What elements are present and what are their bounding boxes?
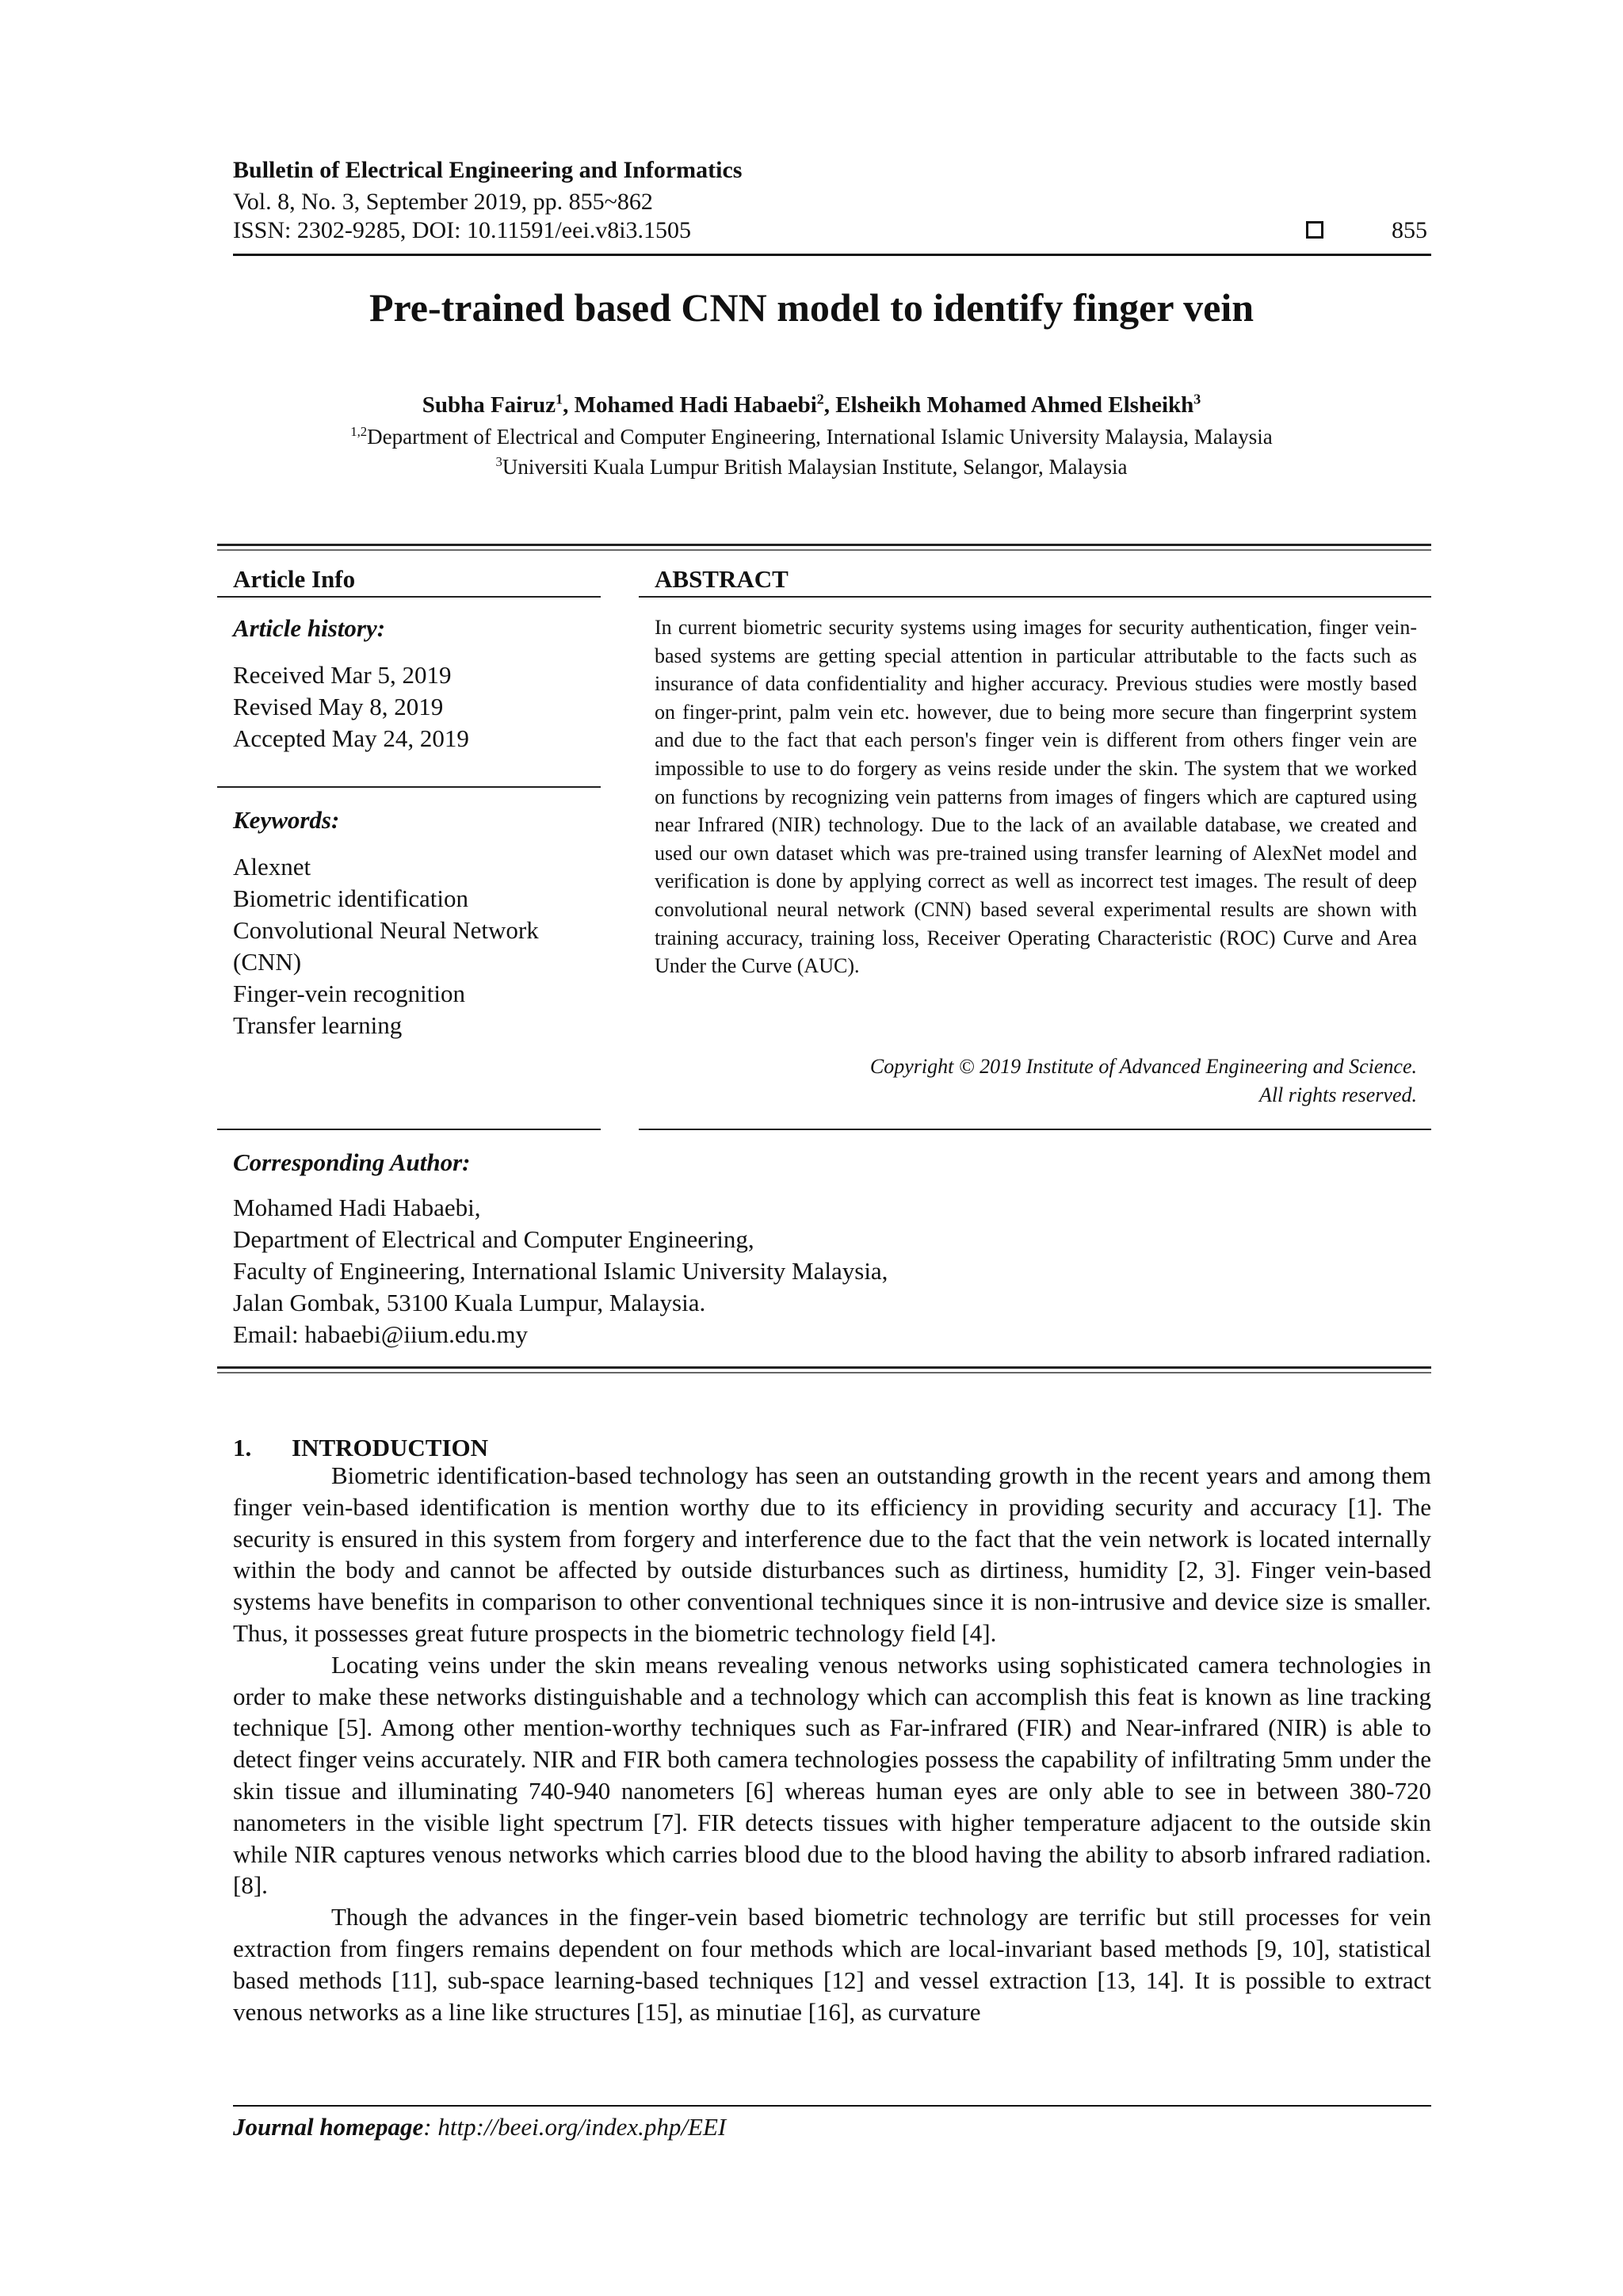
journal-volume: Vol. 8, No. 3, September 2019, pp. 855~862 <box>233 189 653 215</box>
abstract-heading: ABSTRACT <box>655 565 789 593</box>
keyword-item: Biometric identification <box>233 884 468 912</box>
keywords-heading: Keywords: <box>233 806 340 834</box>
author-name: Subha Fairuz <box>422 392 556 418</box>
author-superscript: 2 <box>816 391 824 407</box>
affiliation <box>0 453 1623 480</box>
copyright-line: All rights reserved. <box>1258 1083 1417 1106</box>
affiliation-superscript: 1,2 <box>350 424 368 439</box>
author-name: Mohamed Hadi Habaebi <box>574 392 817 418</box>
article-info-heading: Article Info <box>233 565 356 593</box>
square-bullet-icon <box>1306 221 1323 239</box>
footer-rule <box>233 2105 1431 2107</box>
info-box-top-rule <box>217 544 1431 551</box>
keyword-item: Convolutional Neural Network <box>233 916 539 944</box>
affiliation-superscript: 3 <box>495 454 502 469</box>
author-superscript: 3 <box>1193 391 1201 407</box>
copyright-line: Copyright © 2019 Institute of Advanced Engineering and Science. <box>869 1055 1417 1078</box>
keyword-item: (CNN) <box>233 948 302 976</box>
keyword-item: Alexnet <box>233 853 311 881</box>
journal-homepage-link[interactable]: http://beei.org/index.php/EEI <box>437 2113 727 2141</box>
journal-homepage <box>233 2111 726 2143</box>
paragraph: Though the advances in the finger-vein based biometric technology are terrific but still processes for vein extraction from fingers remains dependent on four methods which are local-invariant based methods [9, 10], statistical based methods [11], sub-space learning-based techniques [12] and vessel extraction [13, 14]. It is possible to extract venous networks as a line like structures [15], as minutiae [16], as curvature <box>233 1903 1431 2026</box>
page-number: 855 <box>1392 217 1427 243</box>
author-separator: , <box>823 392 836 418</box>
copyright-notice <box>655 1052 1417 1110</box>
keywords-rule <box>217 786 601 788</box>
left-column-bottom-rule <box>217 1129 601 1130</box>
journal-name: Bulletin of Electrical Engineering and Informatics <box>233 157 743 183</box>
corresponding-author-details <box>233 1192 888 1350</box>
author-detail-line: Jalan Gombak, 53100 Kuala Lumpur, Malaysia. <box>233 1289 706 1316</box>
header-rule <box>233 254 1431 256</box>
author-list <box>0 390 1623 420</box>
abstract-rule <box>639 596 1431 598</box>
received-date: Received Mar 5, 2019 <box>233 661 452 689</box>
section-number: 1. <box>233 1434 252 1461</box>
paragraph: Biometric identification-based technology has seen an outstanding growth in the recent years and among them finger vein-based identification is mention worthy due to its efficiency in providing security and accuracy [1]. The security is ensured in this system from forgery and interference due to the fact that the vein network is located internally within the body and cannot be affected by outside disturbances such as dirtiness, humidity [2, 3]. Finger vein-based systems have benefits in comparison to other conventional techniques since it is non-intrusive and device size is smaller. Thus, it possesses great future prospects in the biometric technology field [4]. <box>233 1461 1431 1647</box>
section-heading <box>233 1433 488 1463</box>
introduction-body <box>233 1460 1431 2027</box>
article-info-rule <box>217 596 601 598</box>
author-detail-line: Department of Electrical and Computer Engineering, <box>233 1225 754 1253</box>
section-title: INTRODUCTION <box>292 1434 489 1461</box>
accepted-date: Accepted May 24, 2019 <box>233 724 469 752</box>
corresponding-author-heading: Corresponding Author: <box>233 1148 471 1176</box>
keyword-item: Transfer learning <box>233 1011 403 1039</box>
revised-date: Revised May 8, 2019 <box>233 693 444 720</box>
journal-issn-doi: ISSN: 2302-9285, DOI: 10.11591/eei.v8i3.1505 <box>233 217 692 243</box>
paragraph: Locating veins under the skin means revealing venous networks using sophisticated camera technologies in order to make these networks distinguishable and a technology which can accomplish this feat is known as line tracking technique [5]. Among other mention-worthy techniques such as Far-infrared (FIR) and Near-infrared (NIR) is able to detect finger veins accurately. NIR and FIR both camera technologies possess the capability of infiltrating 5mm under the skin tissue and illuminating 740-940 nanometers [6] whereas human eyes are only able to see in between 380-720 nanometers in the visible light spectrum [7]. FIR detects tissues with higher temperature adjacent to the outside skin while NIR captures venous networks which carries blood due to the blood having the ability to absorb infrared radiation. [8]. <box>233 1650 1431 1900</box>
author-separator: , <box>563 392 575 418</box>
author-email: Email: habaebi@iium.edu.my <box>233 1320 529 1348</box>
keyword-item: Finger-vein recognition <box>233 980 465 1007</box>
journal-homepage-label: Journal homepage <box>233 2113 424 2141</box>
author-detail-line: Faculty of Engineering, International Islamic University Malaysia, <box>233 1257 888 1285</box>
abstract-bottom-rule <box>639 1129 1431 1130</box>
affiliation-text: Department of Electrical and Computer Engineering, International Islamic University Malaysia, Malaysia <box>367 425 1273 449</box>
author-detail-line: Mohamed Hadi Habaebi, <box>233 1194 481 1221</box>
abstract-text: In current biometric security systems using images for security authentication, finger vein-based systems are getting special attention in particular attributable to the facts such as insurance of data confidentiality and higher accuracy. Previous studies were mostly based on finger-print, palm vein etc. however, due to being more secure than fingerprint system and due to the fact that each person's finger vein is different from others finger vein are impossible to use to do forgery as veins reside under the skin. The system that we worked on functions by recognizing vein patterns from images of fingers which are captured using near Infrared (NIR) technology. Due to the lack of an available database, we created and used our own dataset which was pre-trained using transfer learning of AlexNet model and verification is done by applying correct as well as incorrect test images. The result of deep convolutional neural network (CNN) based several experimental results are shown with training accuracy, training loss, Receiver Operating Characteristic (ROC) Curve and Area Under the Curve (AUC). <box>655 616 1417 978</box>
author-name: Elsheikh Mohamed Ahmed Elsheikh <box>835 392 1194 418</box>
info-box-bottom-rule <box>217 1366 1431 1373</box>
journal-homepage-separator: : <box>423 2113 438 2141</box>
affiliation <box>0 423 1623 450</box>
article-history-heading: Article history: <box>233 614 386 642</box>
paper-title: Pre-trained based CNN model to identify finger vein <box>369 285 1254 330</box>
author-superscript: 1 <box>556 391 563 407</box>
affiliation-text: Universiti Kuala Lumpur British Malaysian Institute, Selangor, Malaysia <box>502 455 1128 479</box>
